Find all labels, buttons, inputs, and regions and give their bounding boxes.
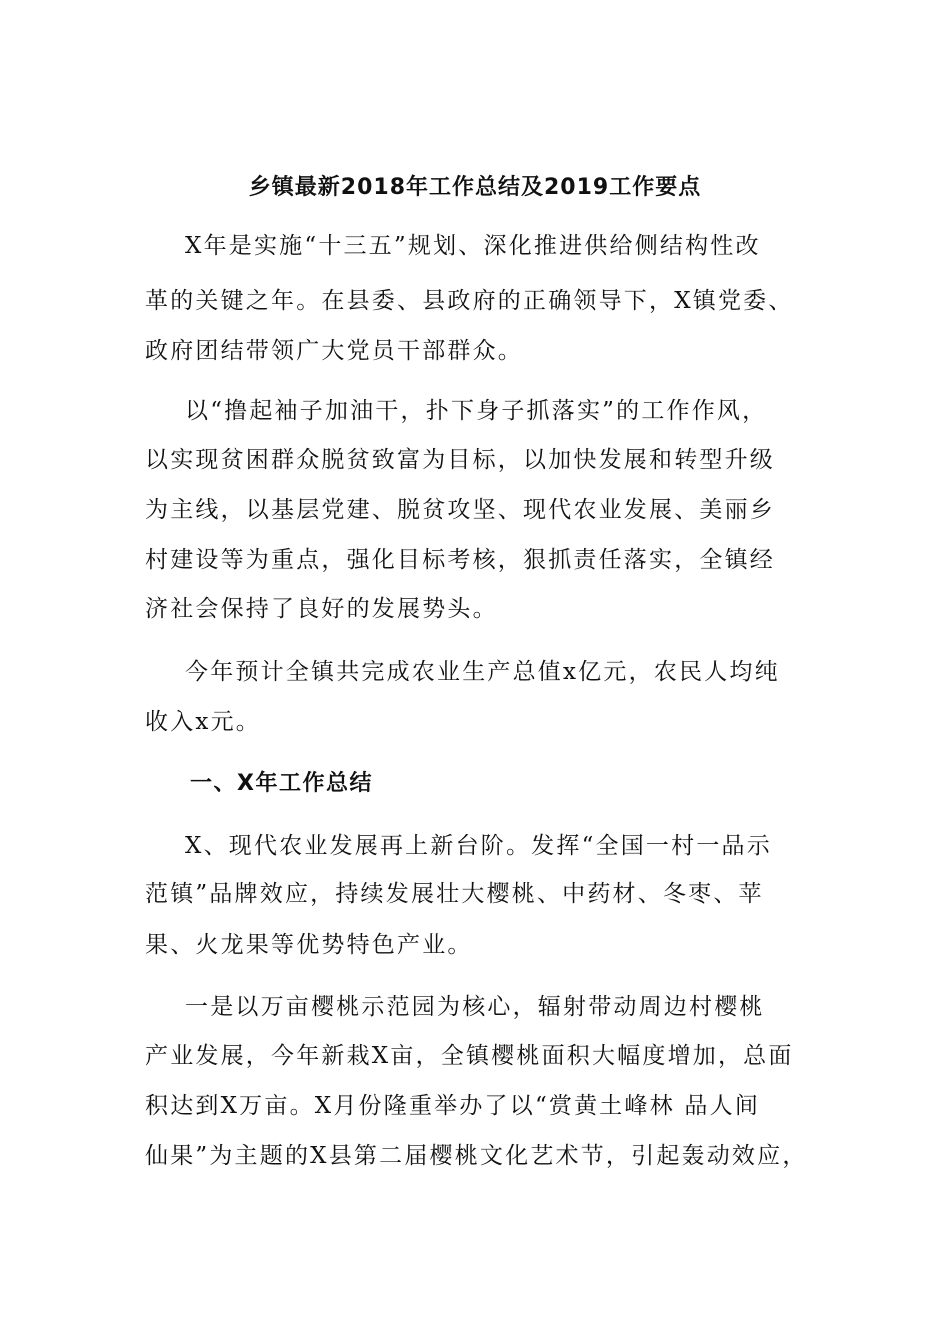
paragraph-line: X年是实施“十三五”规划、深化推进供给侧结构性改 (185, 233, 761, 259)
section-heading: 一、X年工作总结 (190, 771, 373, 796)
paragraph-line: 收入x元。 (145, 709, 261, 735)
paragraph-line: 政府团结带领广大党员干部群众。 (145, 338, 523, 364)
paragraph-line: 果、火龙果等优势特色产业。 (145, 932, 473, 958)
paragraph-line: 今年预计全镇共完成农业生产总值x亿元，农民人均纯 (185, 659, 780, 685)
paragraph-line: 一是以万亩樱桃示范园为核心，辐射带动周边村樱桃 (185, 994, 765, 1020)
paragraph-line: 范镇”品牌效应，持续发展壮大樱桃、中药材、冬枣、苹 (145, 881, 764, 907)
paragraph-line: 以实现贫困群众脱贫致富为目标，以加快发展和转型升级 (145, 447, 775, 473)
paragraph-line: 济社会保持了良好的发展势头。 (145, 596, 498, 622)
paragraph-line: 为主线，以基层党建、脱贫攻坚、现代农业发展、美丽乡 (145, 497, 775, 523)
paragraph-line: 革的关键之年。在县委、县政府的正确领导下，X镇党委、 (145, 288, 794, 314)
paragraph-line: 以“撸起袖子加油干，扑下身子抓落实”的工作作风， (185, 398, 768, 424)
paragraph-line: X、现代农业发展再上新台阶。发挥“全国一村一品示 (185, 833, 772, 859)
paragraph-line: 村建设等为重点，强化目标考核，狠抓责任落实，全镇经 (145, 547, 775, 573)
paragraph-line: 积达到X万亩。X月份隆重举办了以“赏黄土峰林 品人间 (145, 1093, 761, 1119)
paragraph-line: 产业发展，今年新栽X亩，全镇樱桃面积大幅度增加，总面 (145, 1043, 794, 1069)
document-title: 乡镇最新2018年工作总结及2019工作要点 (248, 175, 702, 200)
paragraph-line: 仙果”为主题的X县第二届樱桃文化艺术节，引起轰动效应， (145, 1143, 808, 1169)
